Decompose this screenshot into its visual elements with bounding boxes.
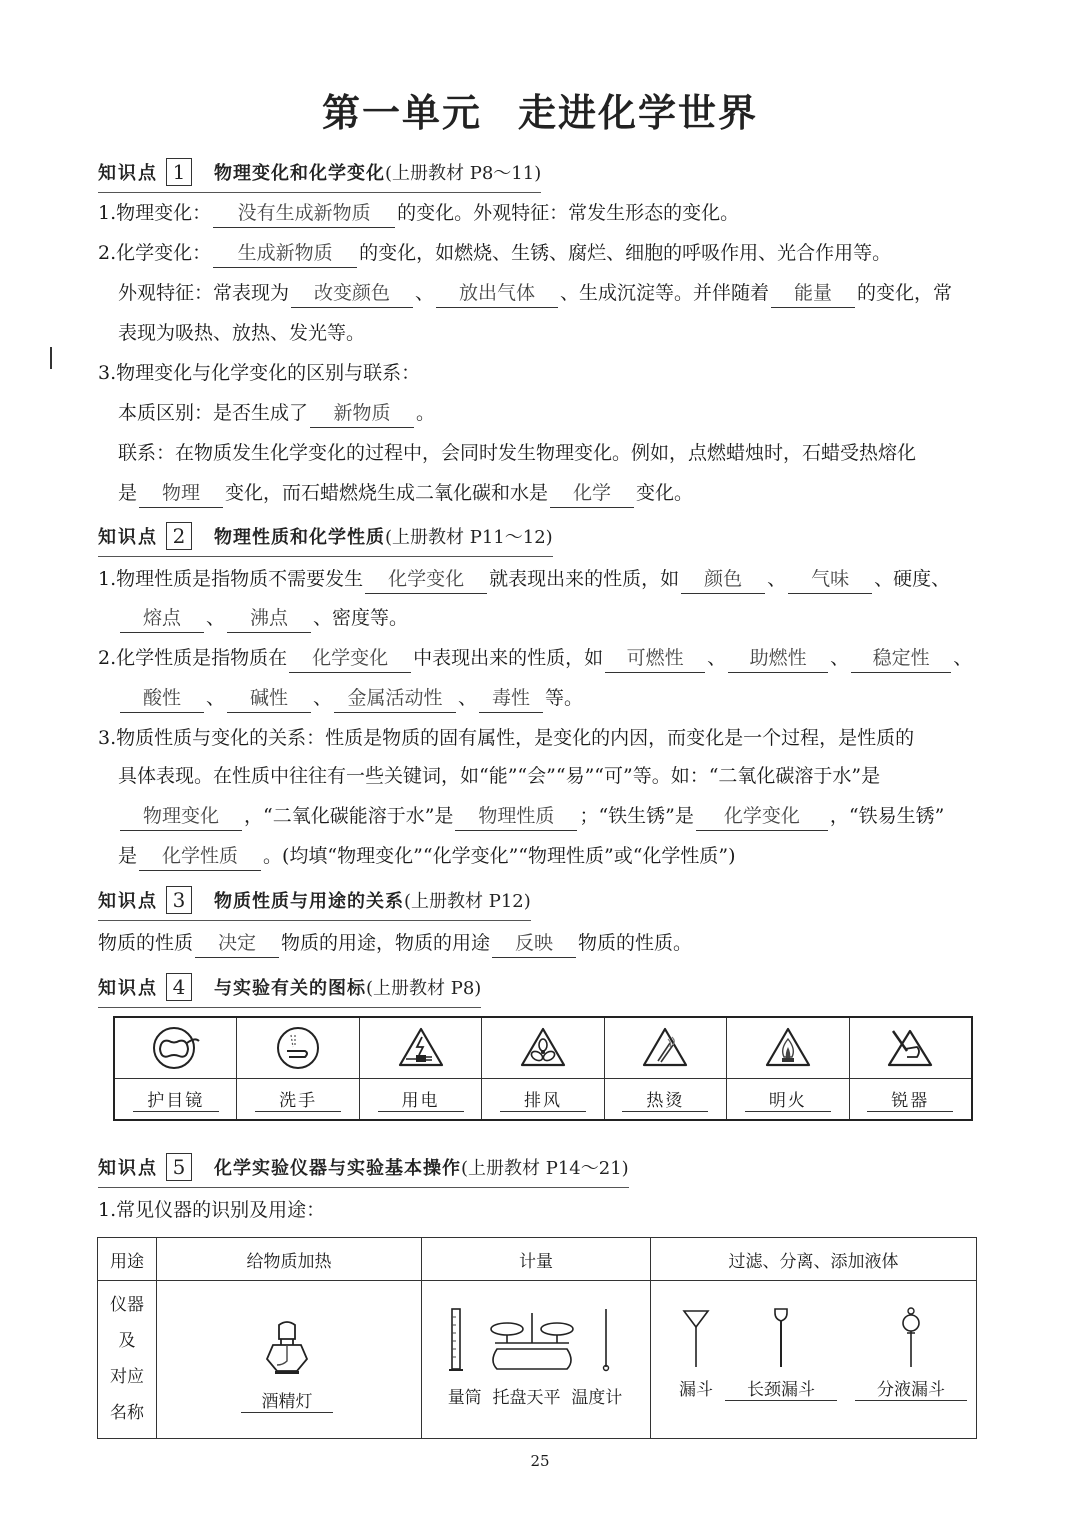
kp-title: 物质性质与用途的关系 <box>214 891 404 912</box>
knowledge-point-2-heading <box>98 519 553 557</box>
row-label-line: 对应 <box>110 1367 144 1387</box>
answer-blank: 可燃性 <box>605 644 705 673</box>
header-cell: 用途 <box>98 1238 157 1281</box>
answer-blank: 助燃性 <box>728 644 828 673</box>
header-cell: 给物质加热 <box>157 1238 422 1281</box>
kp1-features <box>118 279 952 308</box>
answer-blank: 化学变化 <box>289 644 411 673</box>
text: 、 <box>206 687 226 709</box>
text: 变化，而石蜡燃烧生成二氧化碳和水是 <box>225 482 549 504</box>
row-label-line: 及 <box>118 1331 136 1351</box>
kp2-item-3: 3.物质性质与变化的关系：性质是物质的固有属性，是变化的内因，而变化是一个过程，是性质的 <box>98 727 915 749</box>
kp1-item-1 <box>98 199 739 228</box>
text: 1.物理变化： <box>98 202 212 224</box>
kp2-item-3-cont: 具体表现。在性质中往往有一些关键词，如“能”“会”“易”“可”等。如：“二氧化碳溶于水”是 <box>118 765 881 787</box>
text: 、密度等。 <box>313 607 409 629</box>
separatory-funnel <box>855 1307 967 1401</box>
knowledge-point-3-heading <box>98 883 531 921</box>
ventilation-icon <box>482 1017 604 1079</box>
instrument-name: 分液漏斗 <box>855 1375 967 1401</box>
alcohol-lamp-icon <box>263 1321 311 1377</box>
unit-name: 走进化学世界 <box>518 91 759 135</box>
answer-blank: 物理 <box>139 479 223 508</box>
answer-blank: 改变颜色 <box>291 279 413 308</box>
text: ；“铁生锈”是 <box>579 805 694 827</box>
long-neck-funnel <box>725 1307 837 1401</box>
icon-caption: 洗手 <box>255 1086 341 1112</box>
icon-caption-cell <box>727 1079 849 1121</box>
text: 的变化，常 <box>857 282 953 304</box>
instrument-name: 托盘天平 <box>492 1388 561 1408</box>
icon-caption-cell <box>359 1079 481 1121</box>
long-neck-funnel-icon <box>773 1307 789 1369</box>
answer-blank: 气味 <box>788 565 872 594</box>
text: 、 <box>313 687 333 709</box>
answer-blank: 新物质 <box>310 399 414 428</box>
kp2-item-2 <box>98 644 972 673</box>
icon-caption: 排风 <box>500 1086 586 1112</box>
text: 、硬度、 <box>874 568 951 590</box>
measuring-cylinder-icon <box>449 1307 463 1373</box>
answer-blank: 颜色 <box>681 565 765 594</box>
kp1-features-cont: 表现为吸热、放热、发光等。 <box>118 322 366 344</box>
knowledge-point-4-heading <box>98 970 481 1008</box>
text: 的变化，如燃烧、生锈、腐烂、细胞的呼吸作用、光合作用等。 <box>359 242 892 264</box>
tray-balance-icon <box>487 1309 577 1373</box>
answer-blank: 酸性 <box>120 684 204 713</box>
kp3-line <box>98 929 692 958</box>
kp1-essential-difference <box>118 399 435 428</box>
page-title <box>0 82 1080 137</box>
funnel <box>671 1307 721 1400</box>
kp-number-box: 5 <box>166 1153 192 1181</box>
knowledge-point-5-heading <box>98 1150 629 1188</box>
icon-caption: 锐器 <box>867 1086 953 1112</box>
text: 、 <box>707 647 727 669</box>
kp-title: 与实验有关的图标 <box>214 978 366 999</box>
kp1-relation-cont <box>118 479 693 508</box>
hot-surface-icon <box>604 1017 726 1079</box>
answer-blank: 决定 <box>195 929 279 958</box>
margin-mark <box>50 347 52 369</box>
kp-title: 物理性质和化学性质 <box>214 527 385 548</box>
answer-blank: 金属活动性 <box>334 684 456 713</box>
answer-blank: 化学变化 <box>365 565 487 594</box>
electricity-icon <box>359 1017 481 1079</box>
instrument-name: 长颈漏斗 <box>725 1375 837 1401</box>
text: 、 <box>415 282 435 304</box>
kp-label: 知识点 <box>98 163 158 184</box>
answer-blank: 熔点 <box>120 604 204 633</box>
header-cell: 计量 <box>422 1238 651 1281</box>
kp2-item-3-end <box>118 842 736 871</box>
text: 物质的用途，物质的用途 <box>281 932 491 954</box>
kp2-item-3-answers <box>118 802 944 831</box>
answer-blank: 物理变化 <box>120 802 242 831</box>
text: 是 <box>118 845 138 867</box>
kp5-intro: 1.常见仪器的识别及用途： <box>98 1199 326 1221</box>
heating-cell <box>157 1281 422 1439</box>
answer-blank: 化学变化 <box>696 802 828 831</box>
knowledge-point-1-heading <box>98 155 541 193</box>
alcohol-lamp <box>227 1321 347 1413</box>
text: 1.物理性质是指物质不需要发生 <box>98 568 364 590</box>
instrument-name: 酒精灯 <box>241 1387 333 1413</box>
icon-caption: 明火 <box>745 1086 831 1112</box>
text: 。 <box>416 402 436 424</box>
measuring-cell <box>422 1281 651 1439</box>
text: 本质区别：是否生成了 <box>118 402 309 424</box>
row-label-line: 仪器 <box>110 1295 144 1315</box>
row-label-line: 名称 <box>110 1403 144 1423</box>
goggles-icon <box>114 1017 237 1079</box>
answer-blank: 生成新物质 <box>213 239 357 268</box>
separatory-funnel-icon <box>901 1307 921 1369</box>
text: 外观特征：常表现为 <box>118 282 290 304</box>
text: 、 <box>206 607 226 629</box>
text: 、 <box>458 687 478 709</box>
icon-caption: 热烫 <box>622 1086 708 1112</box>
icon-caption: 护目镜 <box>133 1086 219 1112</box>
icon-caption-cell <box>849 1079 972 1121</box>
icon-caption: 用电 <box>378 1086 464 1112</box>
kp1-relation: 联系：在物质发生化学变化的过程中，会同时发生物理变化。例如，点燃蜡烛时，石蜡受热熔化 <box>118 442 917 464</box>
text: 就表现出来的性质，如 <box>489 568 680 590</box>
answer-blank: 能量 <box>771 279 855 308</box>
answer-blank: 毒性 <box>479 684 543 713</box>
kp-label: 知识点 <box>98 891 158 912</box>
kp-label: 知识点 <box>98 527 158 548</box>
kp-title: 物理变化和化学变化 <box>214 163 385 184</box>
funnel-icon <box>682 1307 710 1369</box>
thermometer-icon <box>602 1307 610 1373</box>
text: 物质的性质 <box>98 932 194 954</box>
text: 、 <box>953 647 973 669</box>
kp-reference: (上册教材 P8) <box>366 978 482 999</box>
kp2-item-2-cont <box>118 684 583 713</box>
liquids-cell <box>651 1281 977 1439</box>
icon-caption-cell <box>604 1079 726 1121</box>
kp-number-box: 1 <box>166 158 192 186</box>
answer-blank: 没有生成新物质 <box>213 199 395 228</box>
answer-blank: 放出气体 <box>436 279 558 308</box>
answer-blank: 碱性 <box>227 684 311 713</box>
kp-reference: (上册教材 P14～21) <box>461 1158 629 1179</box>
answer-blank: 化学 <box>550 479 634 508</box>
instrument-name: 温度计 <box>571 1388 623 1408</box>
instruments-table <box>97 1237 977 1439</box>
page-number: 25 <box>530 1452 550 1470</box>
text: 的变化。外观特征：常发生形态的变化。 <box>397 202 740 224</box>
icon-caption-cell <box>237 1079 359 1121</box>
kp2-item-1 <box>98 565 950 594</box>
kp-reference: (上册教材 P11～12) <box>385 527 553 548</box>
answer-blank: 化学性质 <box>139 842 261 871</box>
kp-reference: (上册教材 P8～11) <box>385 163 542 184</box>
text: 变化。 <box>636 482 694 504</box>
text: 物质的性质。 <box>578 932 693 954</box>
text: 中表现出来的性质，如 <box>413 647 604 669</box>
kp1-item-2 <box>98 239 891 268</box>
kp-number-box: 3 <box>166 886 192 914</box>
kp2-item-1-cont <box>118 604 408 633</box>
text: 是 <box>118 482 138 504</box>
answer-blank: 稳定性 <box>851 644 951 673</box>
kp-label: 知识点 <box>98 978 158 999</box>
icon-caption-cell <box>482 1079 604 1121</box>
text: 2.化学性质是指物质在 <box>98 647 288 669</box>
text: ，“二氧化碳能溶于水”是 <box>244 805 454 827</box>
kp-label: 知识点 <box>98 1158 158 1179</box>
instrument-name: 漏斗 <box>679 1380 713 1400</box>
text: 2.化学变化： <box>98 242 212 264</box>
text: 、 <box>767 568 787 590</box>
text: 、生成沉淀等。并伴随着 <box>560 282 770 304</box>
kp-number-box: 4 <box>166 973 192 1001</box>
unit-number: 第一单元 <box>321 91 482 135</box>
thermometer <box>586 1307 626 1373</box>
icon-caption-cell <box>114 1079 237 1121</box>
lab-icons-table <box>113 1016 973 1121</box>
kp1-item-3: 3.物理变化与化学变化的区别与联系： <box>98 362 421 384</box>
open-flame-icon <box>727 1017 849 1079</box>
instrument-name: 量筒 <box>447 1388 482 1408</box>
text: ，“铁易生锈” <box>829 805 945 827</box>
text: 。(均填“物理变化”“化学变化”“物理性质”或“化学性质”) <box>263 845 736 867</box>
tray-balance <box>480 1309 584 1373</box>
header-cell: 过滤、分离、添加液体 <box>651 1238 977 1281</box>
kp-number-box: 2 <box>166 522 192 550</box>
measuring-cylinder <box>436 1307 476 1373</box>
text: 等。 <box>545 687 584 709</box>
sharp-object-icon <box>849 1017 972 1079</box>
text: 、 <box>830 647 850 669</box>
answer-blank: 物理性质 <box>455 802 577 831</box>
answer-blank: 沸点 <box>227 604 311 633</box>
kp-title: 化学实验仪器与实验基本操作 <box>214 1158 461 1179</box>
row-label <box>98 1281 157 1439</box>
answer-blank: 反映 <box>492 929 576 958</box>
kp-reference: (上册教材 P12) <box>404 891 531 912</box>
wash-hands-icon <box>237 1017 359 1079</box>
measuring-names <box>422 1383 648 1408</box>
